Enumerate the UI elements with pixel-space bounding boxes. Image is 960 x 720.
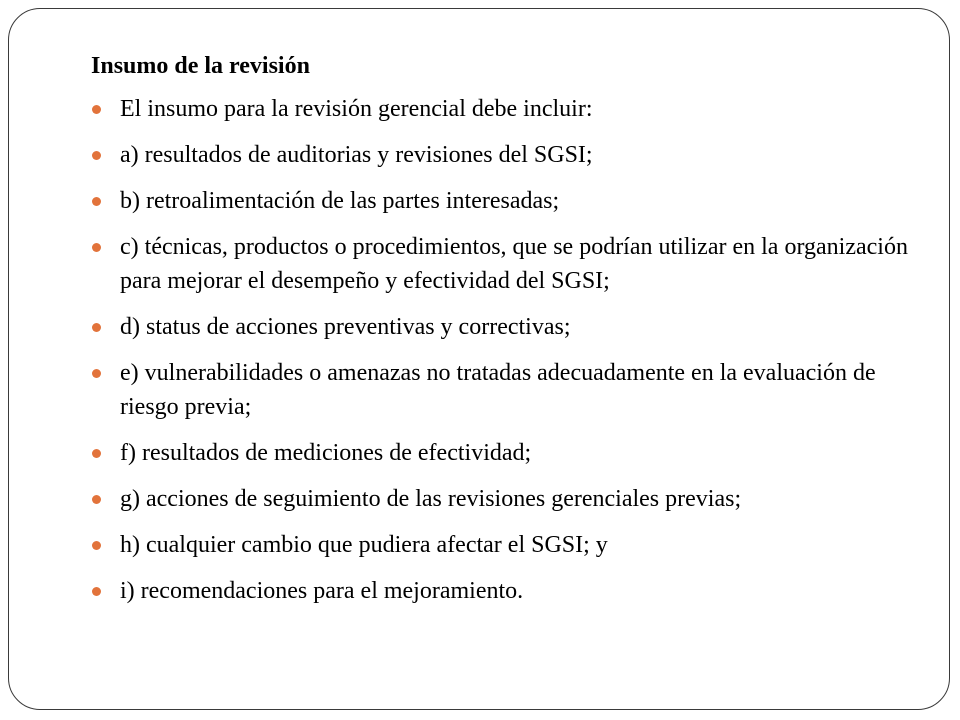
- bullet-item: [91, 138, 911, 172]
- bullet-dot-icon: [92, 495, 101, 504]
- slide-frame: [8, 8, 950, 710]
- bullet-dot-icon: [92, 323, 101, 332]
- bullet-text: h) cualquier cambio que pudiera afectar el SGSI; y: [120, 532, 608, 558]
- bullet-text: a) resultados de auditorias y revisiones del SGSI;: [120, 142, 593, 168]
- bullet-item: [91, 310, 911, 344]
- bullet-list: [91, 92, 911, 608]
- bullet-item: [91, 184, 911, 218]
- bullet-text: e) vulnerabilidades o amenazas no tratadas adecuadamente en la evaluación de riesgo previa;: [120, 360, 876, 420]
- bullet-text: El insumo para la revisión gerencial debe incluir:: [120, 96, 593, 122]
- bullet-item: [91, 356, 911, 424]
- bullet-item: [91, 436, 911, 470]
- bullet-text: b) retroalimentación de las partes interesadas;: [120, 188, 560, 214]
- bullet-text: i) recomendaciones para el mejoramiento.: [120, 578, 524, 604]
- bullet-dot-icon: [92, 369, 101, 378]
- bullet-dot-icon: [92, 449, 101, 458]
- slide-heading: Insumo de la revisión: [91, 53, 310, 79]
- bullet-item: [91, 574, 911, 608]
- bullet-dot-icon: [92, 105, 101, 114]
- bullet-text: g) acciones de seguimiento de las revisiones gerenciales previas;: [120, 486, 742, 512]
- bullet-dot-icon: [92, 541, 101, 550]
- bullet-dot-icon: [92, 587, 101, 596]
- bullet-text: c) técnicas, productos o procedimientos, que se podrían utilizar en la organización para mejorar el desempeño y efectividad del SGSI;: [120, 234, 908, 294]
- bullet-item: [91, 528, 911, 562]
- bullet-dot-icon: [92, 151, 101, 160]
- bullet-item: [91, 230, 911, 298]
- bullet-item: [91, 92, 911, 126]
- slide-content: [91, 51, 911, 620]
- bullet-dot-icon: [92, 243, 101, 252]
- bullet-item: [91, 482, 911, 516]
- bullet-dot-icon: [92, 197, 101, 206]
- bullet-text: d) status de acciones preventivas y correctivas;: [120, 314, 571, 340]
- bullet-text: f) resultados de mediciones de efectividad;: [120, 440, 532, 466]
